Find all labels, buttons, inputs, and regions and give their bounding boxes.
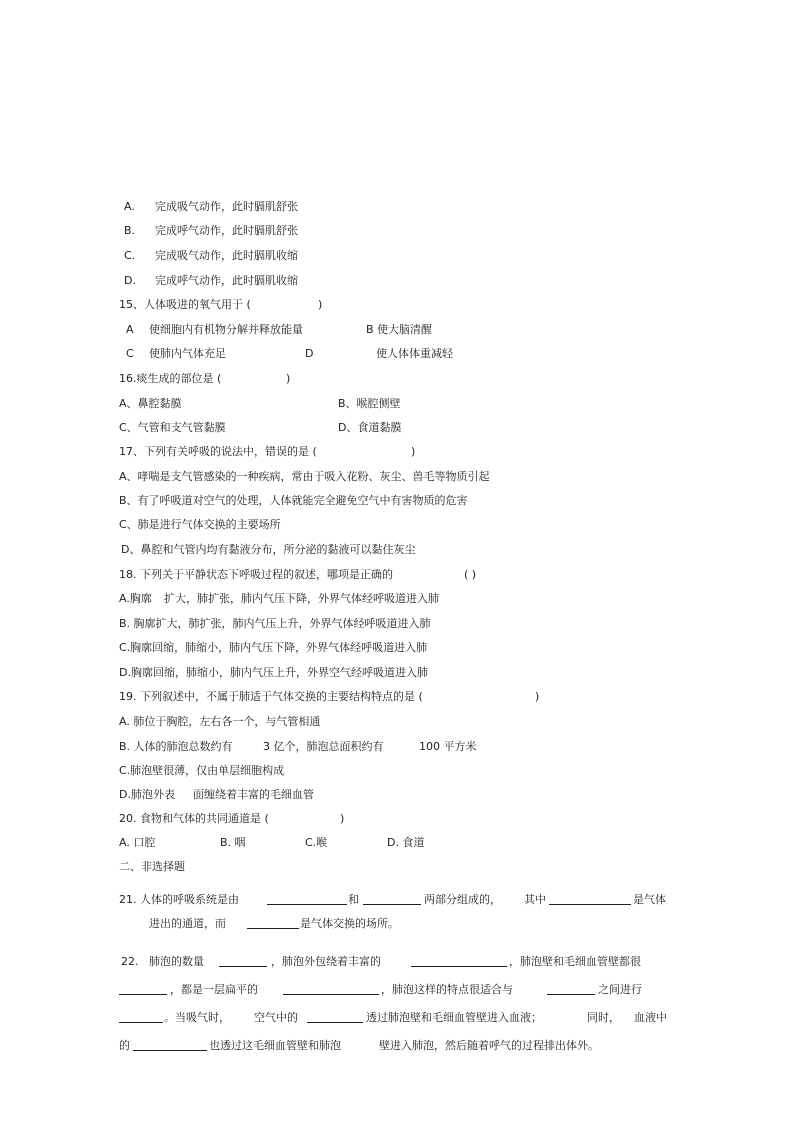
q19-option-d-part1: D.肺泡外表: [119, 788, 175, 801]
q22-text-6: 之间进行: [598, 983, 642, 996]
q22-text-9: 透过肺泡壁和毛细血管壁进入血液；: [366, 1011, 542, 1024]
q22-blank-8[interactable]: [133, 1039, 207, 1055]
q22-text-1: 肺泡的数量: [149, 955, 204, 968]
q19-option-b-part3: 100 平方米: [419, 740, 477, 753]
q15-option-d: 使人体体重减轻: [376, 347, 453, 360]
q18-option-a-part2: 扩大，肺扩张，肺内气压下降，外界气体经呼吸道进入肺: [164, 592, 439, 605]
q19-option-b-part2: 3 亿个，肺泡总面积约有: [263, 740, 384, 753]
q14-option-d: 完成呼气动作，此时膈肌收缩: [155, 274, 298, 287]
q19-close-paren: ): [535, 690, 540, 703]
q20-option-d: D. 食道: [387, 836, 425, 849]
q17-stem: 17、下列有关呼吸的说法中，错误的是 (: [119, 445, 317, 458]
q19-option-c: C.肺泡壁很薄，仅由单层细胞构成: [119, 764, 285, 777]
q17-option-d: D、鼻腔和气管内均有黏液分布，所分泌的黏液可以黏住灰尘: [121, 543, 416, 556]
q22-text-11: 血液中: [634, 1011, 667, 1024]
q20-option-b: B. 咽: [220, 836, 246, 849]
q15-option-c-letter: C: [126, 347, 134, 360]
q22-text-8: 空气中的: [254, 1011, 298, 1024]
q22-text-14: 壁进入肺泡，然后随着呼气的过程排出体外。: [379, 1039, 599, 1052]
q14-option-a: 完成吸气动作，此时膈肌舒张: [155, 200, 298, 213]
q22-blank-4[interactable]: [283, 983, 379, 999]
q22-blank-7[interactable]: [307, 1011, 363, 1027]
q22-blank-2[interactable]: [411, 955, 507, 971]
q20-option-c: C.喉: [305, 836, 328, 849]
q21-blank-1[interactable]: [267, 893, 347, 909]
q16-stem: 16.痰生成的部位是 (: [119, 372, 222, 385]
q15-close-paren: ): [318, 298, 323, 311]
q20-stem: 20. 食物和气体的共同通道是 (: [119, 812, 269, 825]
q21-text-6: 进出的通道，而: [149, 917, 226, 930]
q21-text-1: 21. 人体的呼吸系统是由: [119, 893, 239, 906]
q22-text-5: ，肺泡这样的特点很适合与: [381, 983, 513, 996]
q16-close-paren: ): [286, 372, 291, 385]
q22-text-13: 也透过这毛细血管壁和肺泡: [209, 1039, 341, 1052]
q21-blank-4[interactable]: [247, 917, 299, 933]
q15-option-b: B 使大脑清醒: [366, 323, 433, 336]
q17-option-b: B、有了呼吸道对空气的处理，人体就能完全避免空气中有害物质的危害: [119, 494, 468, 507]
q15-option-a: 使细胞内有机物分解并释放能量: [149, 323, 303, 336]
q15-option-d-letter: D: [305, 347, 314, 360]
q18-option-b: B. 胸廓扩大，肺扩张，肺内气压上升，外界气体经呼吸道进入肺: [119, 617, 431, 630]
q14-option-c: 完成吸气动作，此时膈肌收缩: [155, 249, 298, 262]
q14-option-b: 完成呼气动作，此时膈肌舒张: [155, 224, 298, 237]
q22-blank-3[interactable]: [119, 983, 167, 999]
q21-text-2: 和: [348, 893, 359, 906]
q15-option-c: 使肺内气体充足: [149, 347, 226, 360]
q22-blank-6[interactable]: [119, 1011, 163, 1027]
q14-option-c-letter: C.: [124, 249, 136, 262]
q17-option-a: A、哮喘是支气管感染的一种疾病，常由于吸入花粉、灰尘、兽毛等物质引起: [119, 470, 490, 483]
q20-close-paren: ): [340, 812, 345, 825]
q22-text-2: ，肺泡外包绕着丰富的: [271, 955, 381, 968]
q18-stem: 18. 下列关于平静状态下呼吸过程的叙述，哪项是正确的: [119, 568, 393, 581]
q14-option-b-letter: B.: [124, 224, 136, 237]
q19-stem: 19. 下列叙述中，不属于肺适于气体交换的主要结构特点的是 (: [119, 690, 423, 703]
q18-option-c: C.胸廓回缩，肺缩小，肺内气压下降，外界气体经呼吸道进入肺: [119, 641, 428, 654]
q21-text-4: 其中: [524, 893, 546, 906]
q14-option-a-letter: A.: [124, 200, 135, 213]
q17-option-c: C、肺是进行气体交换的主要场所: [119, 518, 281, 531]
q22-text-12: 的: [119, 1039, 130, 1052]
section-heading-non-choice: 二、非选择题: [119, 860, 185, 873]
q22-blank-1[interactable]: [219, 955, 267, 971]
q14-option-d-letter: D.: [124, 274, 136, 287]
q22-blank-5[interactable]: [547, 983, 595, 999]
q15-option-a-letter: A: [126, 323, 134, 336]
q15-stem: 15、人体吸进的氧气用于 (: [119, 298, 251, 311]
q21-text-7: 是气体交换的场所。: [300, 917, 399, 930]
q19-option-a: A. 肺位于胸腔，左右各一个，与气管相通: [119, 715, 321, 728]
q20-option-a: A. 口腔: [119, 836, 156, 849]
q16-option-c: C、气管和支气管黏膜: [119, 421, 226, 434]
q22-text-10: 同时，: [587, 1011, 620, 1024]
q19-option-b-part1: B. 人体的肺泡总数约有: [119, 740, 233, 753]
q16-option-b: B、喉腔侧壁: [338, 397, 401, 410]
q18-answer-paren: ( ): [464, 568, 477, 581]
q16-option-d: D、食道黏膜: [338, 421, 402, 434]
q21-text-3: 两部分组成的，: [424, 893, 501, 906]
q22-text-4: ，都是一层扁平的: [170, 983, 258, 996]
q21-text-5: 是气体: [633, 893, 666, 906]
q22-text-3: ，肺泡壁和毛细血管壁都很: [509, 955, 641, 968]
q19-option-d-part2: 面缠绕着丰富的毛细血管: [193, 788, 314, 801]
q16-option-a: A、鼻腔黏膜: [119, 397, 182, 410]
q17-close-paren: ): [411, 445, 416, 458]
q21-blank-3[interactable]: [549, 893, 631, 909]
q18-option-a-part1: A.胸廓: [119, 592, 152, 605]
q22-text-7: 。当吸气时，: [164, 1011, 230, 1024]
q22-number: 22.: [121, 955, 139, 968]
q21-blank-2[interactable]: [363, 893, 421, 909]
q18-option-d: D.胸廓回缩，肺缩小，肺内气压上升，外界空气经呼吸道进入肺: [119, 666, 428, 679]
